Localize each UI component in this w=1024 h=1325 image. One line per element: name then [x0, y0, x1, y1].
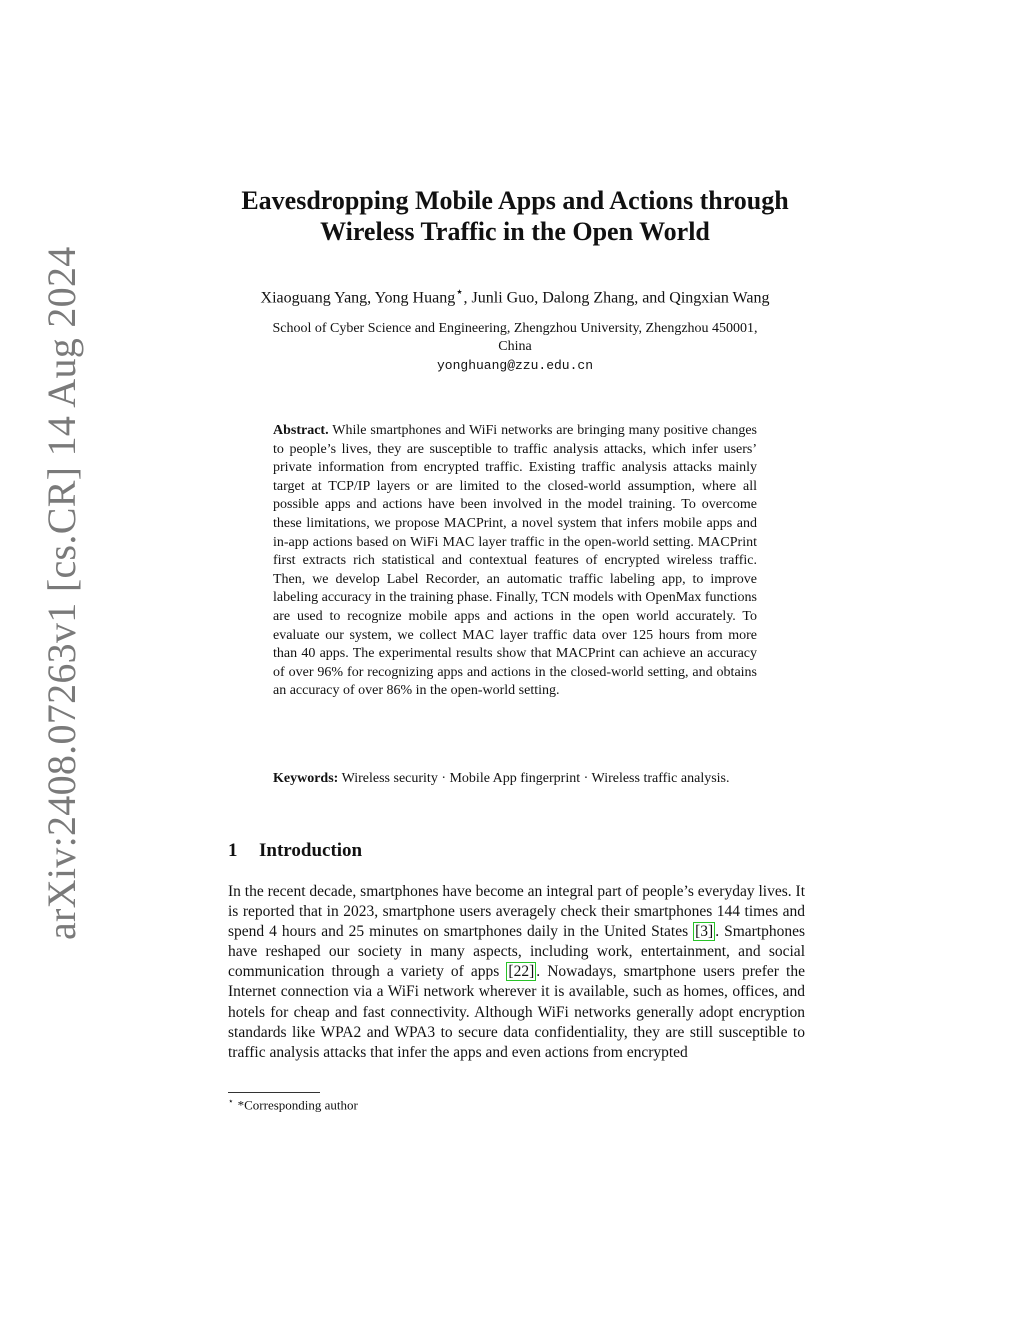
keywords-label: Keywords: — [273, 771, 339, 786]
abstract-text: While smartphones and WiFi networks are bringing many positive changes to people’s lives, they are susceptible to traffic analysis attacks, which infer users’ private information from encrypted traffic. Existing traffic analysis attacks mainly target at TCP/IP layers or are limited to the closed-world assumption, where all possible apps and actions have been involved in the model training. To overcome these limitations, we propose MACPrint, a novel system that infers mobile apps and in-app actions based on WiFi MAC layer traffic in the open-world setting. MACPrint first extracts rich statistical and contextual features of encrypted wireless traffic. Then, we develop Label Recorder, an automatic traffic labeling app, to improve labeling accuracy in the training phase. Finally, TCN models with OpenMax functions are used to recognize mobile apps and actions in the open world accurately. To evaluate our system, we collect MAC layer traffic data over 125 hours from more than 40 apps. The experimental results show that MACPrint can achieve an accuracy of over 96% for recognizing apps and actions in the closed-world setting, and obtains an accuracy of over 86% in the open-world setting. — [273, 423, 757, 699]
arxiv-identifier: arXiv:2408.07263v1 [cs.CR] 14 Aug 2024 — [39, 246, 84, 940]
corresponding-author-mark: ⋆ — [455, 284, 464, 299]
abstract — [273, 422, 757, 701]
intro-text-part1: In the recent decade, smartphones have become an integral part of people’s everyday lives. It is reported that in 2023, smartphone users averagely check their smartphones 144 times and spend 4 hours and 25 minutes on smartphones daily in the United States — [228, 883, 805, 941]
author-list — [180, 284, 850, 307]
footnote-text: *Corresponding author — [237, 1097, 358, 1113]
section-heading-introduction — [228, 840, 362, 862]
footnote — [228, 1096, 358, 1113]
abstract-label: Abstract. — [273, 423, 329, 438]
authors-before-mark: Xiaoguang Yang, Yong Huang — [260, 289, 456, 307]
intro-text-part3: . Nowadays, smartphone users prefer the Internet connection via a WiFi network wherever it is available, such as homes, offices, and hotels for cheap and fast connectivity. Although WiFi networks generally adopt encryption standards like WPA2 and WPA3 to secure data confidentiality, they are still susceptible to traffic analysis attacks that infer the apps and even actions from encrypted — [228, 963, 805, 1061]
authors-after-mark: , Junli Guo, Dalong Zhang, and Qingxian Wang — [463, 289, 770, 307]
keywords — [273, 770, 757, 789]
title-line-1: Eavesdropping Mobile Apps and Actions through — [241, 186, 789, 215]
contact-email: yonghuang@zzu.edu.cn — [436, 358, 594, 373]
section-number: 1 — [228, 840, 238, 861]
keywords-text: Wireless security · Mobile App fingerprint · Wireless traffic analysis. — [341, 771, 730, 786]
citation-link-3[interactable]: [3] — [695, 923, 714, 941]
footnote-mark: ⋆ — [228, 1096, 234, 1106]
paper-title — [180, 185, 850, 247]
section-title: Introduction — [259, 840, 363, 861]
affiliation — [180, 320, 850, 356]
introduction-paragraph — [228, 882, 805, 1063]
citation-link-22[interactable]: [22] — [508, 963, 535, 981]
affiliation-line-2: China — [498, 339, 532, 354]
intro-text-part2: . Smartphones have reshaped our society in many aspects, including work, entertainment, and social communication through a variety of apps — [228, 923, 806, 981]
footnote-divider — [228, 1092, 320, 1093]
title-line-2: Wireless Traffic in the Open World — [320, 217, 710, 246]
affiliation-line-1: School of Cyber Science and Engineering, Zhengzhou University, Zhengzhou 450001, — [272, 321, 758, 336]
